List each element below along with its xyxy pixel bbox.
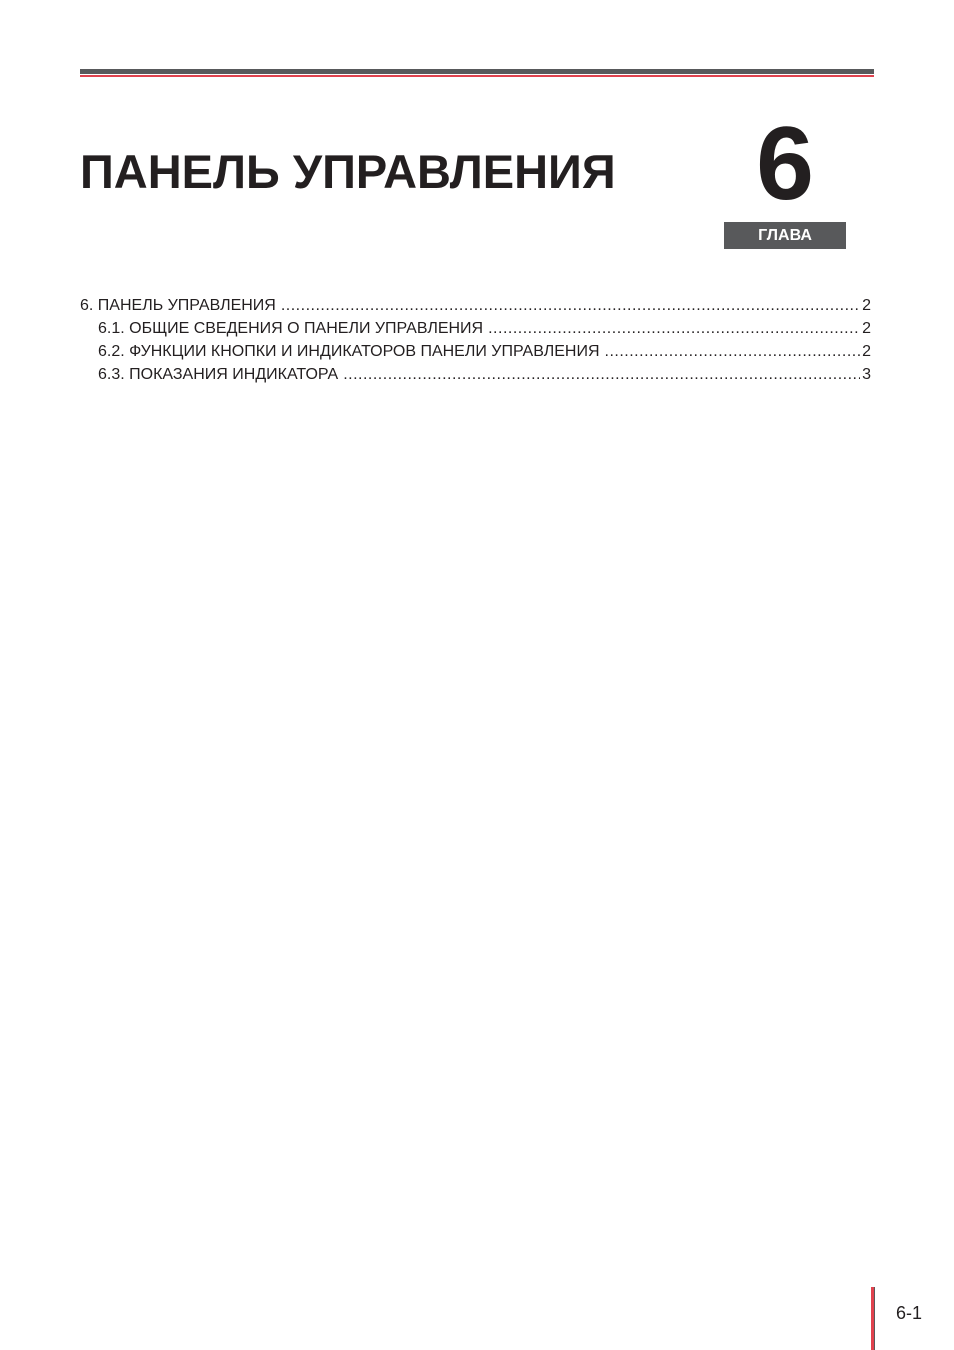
toc-entry-page[interactable]: 2 [862,297,871,314]
toc-leader-dots [343,366,860,384]
toc-entry-6-2[interactable] [80,343,871,366]
header-rule-red [80,75,874,77]
table-of-contents [80,297,871,389]
toc-leader-dots [488,320,860,338]
toc-entry-6-1[interactable] [80,320,871,343]
toc-entry-text[interactable]: 6.2. ФУНКЦИИ КНОПКИ И ИНДИКАТОРОВ ПАНЕЛИ УПРАВЛЕНИЯ [98,343,600,360]
toc-entry-page[interactable]: 2 [862,320,871,337]
toc-entry-text[interactable]: 6.1. ОБЩИЕ СВЕДЕНИЯ О ПАНЕЛИ УПРАВЛЕНИЯ [98,320,484,337]
toc-entry-page[interactable]: 3 [862,366,871,383]
toc-entry-text[interactable]: 6. ПАНЕЛЬ УПРАВЛЕНИЯ [80,297,276,314]
toc-entry-page[interactable]: 2 [862,343,871,360]
toc-entry-6-3[interactable] [80,366,871,389]
chapter-title: ПАНЕЛЬ УПРАВЛЕНИЯ [80,145,616,198]
toc-entry-text[interactable]: 6.3. ПОКАЗАНИЯ ИНДИКАТОРА [98,366,339,383]
chapter-number: 6 [756,106,814,222]
page-number: 6-1 [896,1303,923,1323]
chapter-label: ГЛАВА [724,222,846,249]
toc-leader-dots [281,297,860,315]
footer-rule-dark [874,1287,875,1350]
toc-leader-dots [605,343,861,361]
toc-entry-6[interactable] [80,297,871,320]
header-rule-dark [80,69,874,74]
